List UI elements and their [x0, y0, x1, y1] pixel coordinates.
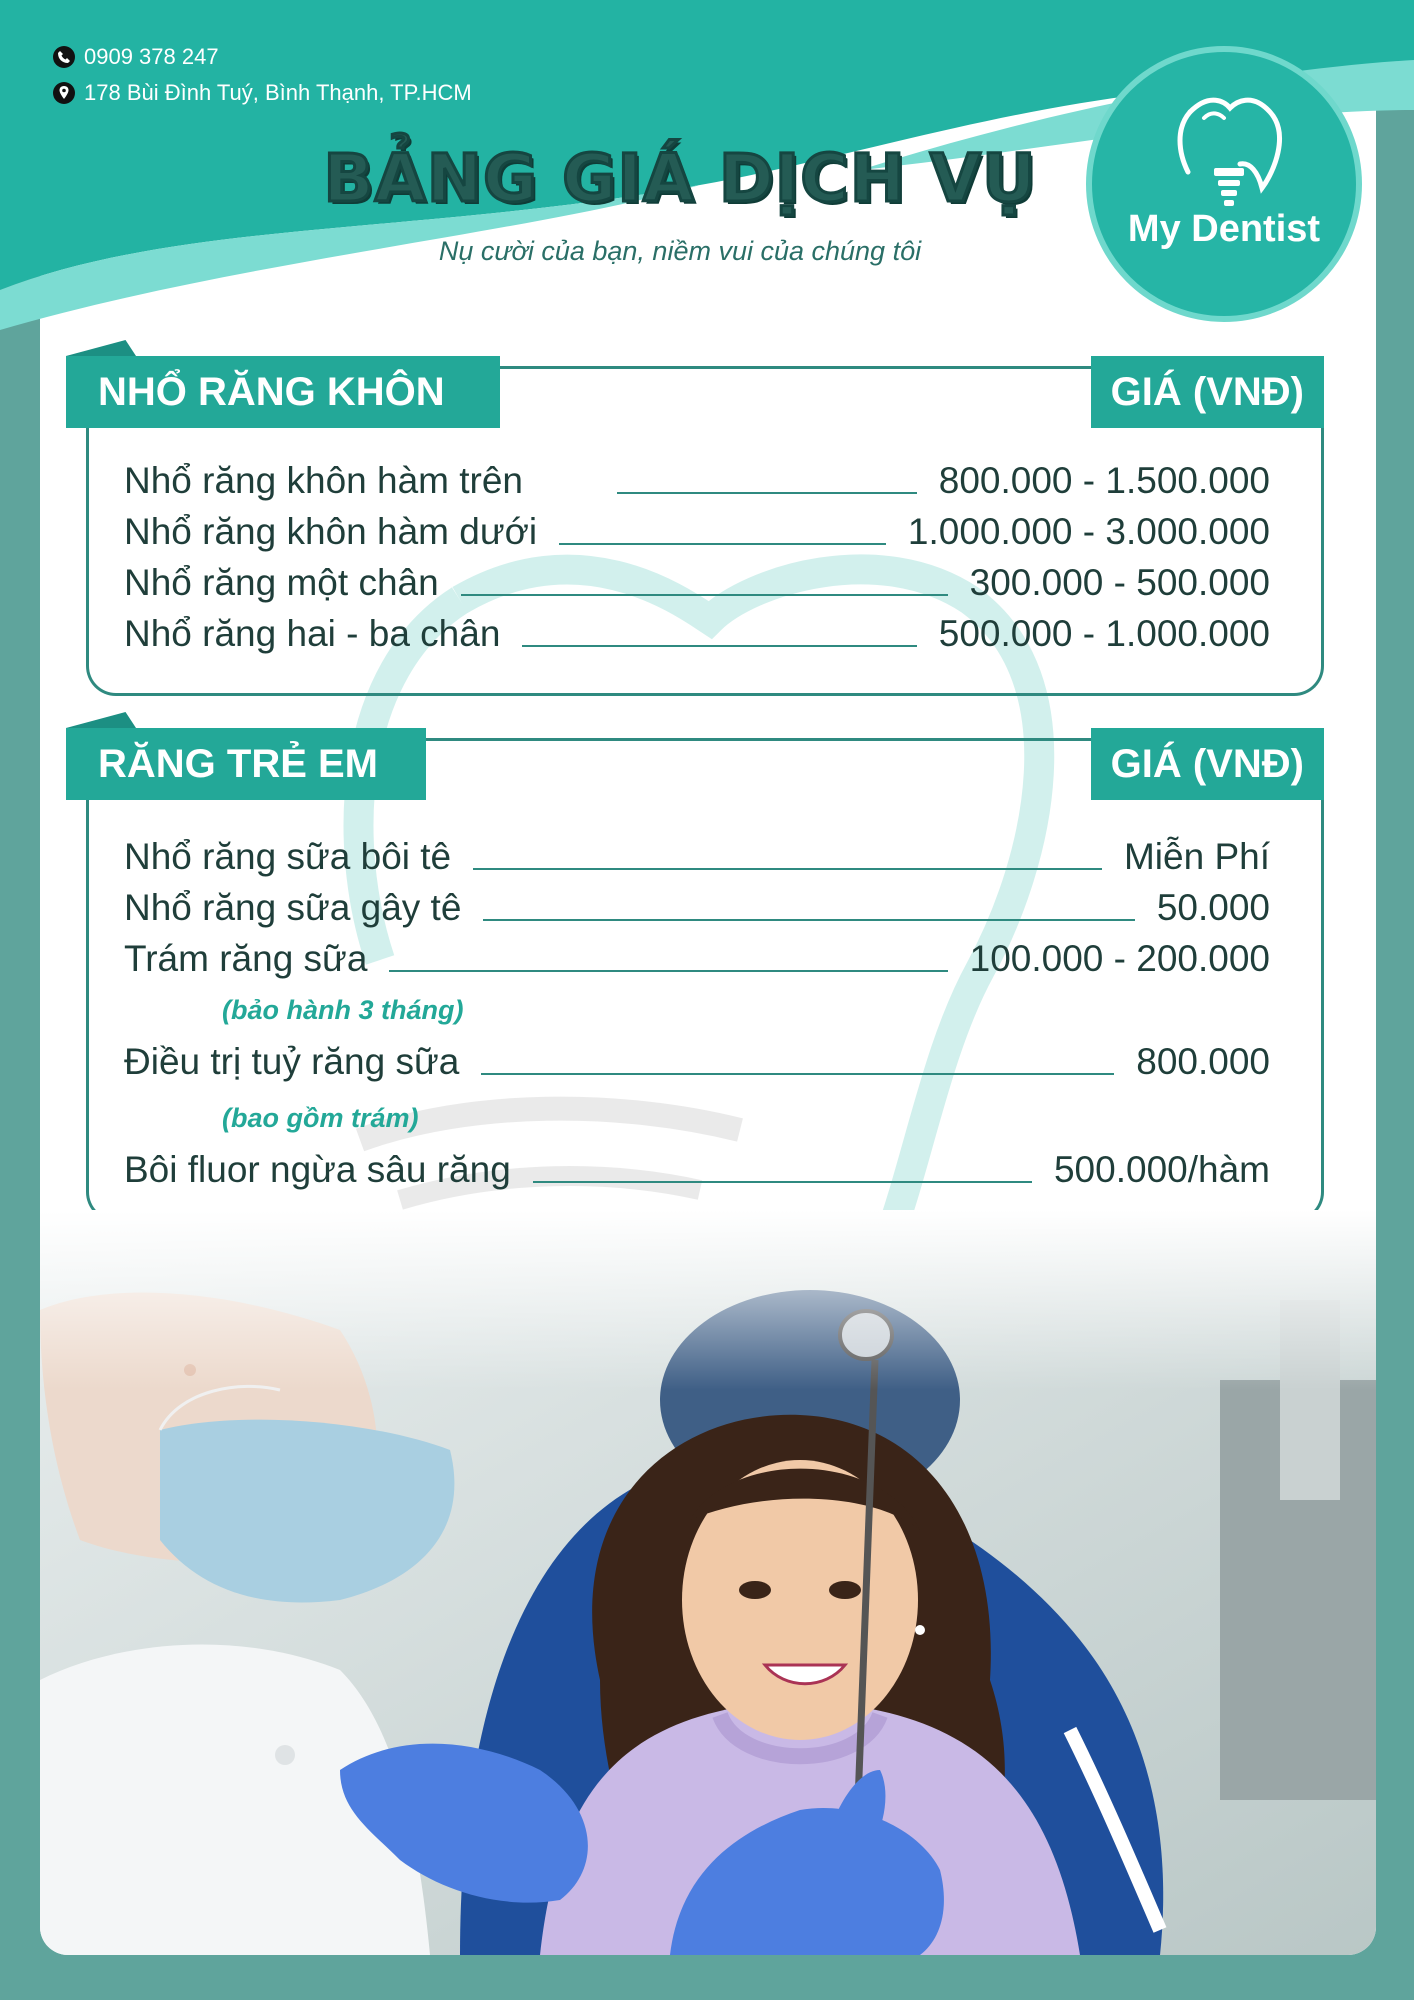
- leader-line: [559, 543, 886, 545]
- service-note: (bao gồm trám): [222, 1103, 419, 1133]
- service-name: Trám răng sữa: [124, 938, 368, 979]
- service-note: (bảo hành 3 tháng): [222, 995, 464, 1025]
- brand-logo[interactable]: [1086, 46, 1362, 322]
- service-price: 50.000: [1156, 887, 1270, 928]
- service-name: Nhổ răng khôn hàm trên: [124, 460, 524, 501]
- phone-icon: [52, 45, 76, 69]
- service-name: Nhổ răng một chân: [124, 562, 439, 603]
- contact-address[interactable]: [52, 80, 472, 106]
- price-row: [124, 1033, 1270, 1083]
- service-price: 300.000 - 500.000: [969, 562, 1270, 603]
- section-flag: [66, 712, 136, 728]
- tooth-implant-icon: [1170, 92, 1290, 222]
- section-flag: [66, 340, 136, 356]
- price-row: [124, 828, 1270, 878]
- service-price: 500.000/hàm: [1053, 1149, 1270, 1190]
- price-header: GIÁ (VNĐ): [1091, 356, 1324, 428]
- price-row: [124, 1141, 1270, 1191]
- price-row: [124, 605, 1270, 655]
- dentist-child-photo: [40, 1210, 1376, 1955]
- leader-line: [483, 919, 1134, 921]
- page-title: BẢNG GIÁ DỊCH VỤ: [323, 140, 1037, 217]
- photo-fade: [40, 1210, 1376, 1390]
- logo-text: My Dentist: [1127, 208, 1321, 250]
- service-price: 1.000.000 - 3.000.000: [907, 511, 1270, 552]
- price-row: [124, 503, 1270, 553]
- section-nho-rang-khon: [66, 340, 1324, 696]
- address-text: 178 Bùi Đình Tuý, Bình Thạnh, TP.HCM: [84, 80, 472, 105]
- section-title: NHỔ RĂNG KHÔN: [66, 356, 500, 428]
- leader-line: [617, 492, 917, 494]
- price-row: [124, 879, 1270, 929]
- phone-text: 0909 378 247: [84, 44, 219, 69]
- price-header: GIÁ (VNĐ): [1091, 728, 1324, 800]
- price-row: [124, 930, 1270, 980]
- service-name: Điều trị tuỷ răng sữa: [124, 1041, 460, 1082]
- leader-line: [522, 645, 916, 647]
- leader-line: [481, 1073, 1114, 1075]
- leader-line: [389, 970, 947, 972]
- service-name: Nhổ răng sữa gây tê: [124, 887, 462, 928]
- leader-line: [533, 1181, 1032, 1183]
- service-price: 800.000: [1136, 1041, 1270, 1082]
- leader-line: [473, 868, 1102, 870]
- service-name: Bôi fluor ngừa sâu răng: [124, 1149, 511, 1190]
- service-name: Nhổ răng hai - ba chân: [124, 613, 501, 654]
- price-row: [124, 452, 1270, 502]
- service-price: 100.000 - 200.000: [969, 938, 1270, 979]
- service-price: Miễn Phí: [1123, 836, 1270, 877]
- service-name: Nhổ răng sữa bôi tê: [124, 836, 452, 877]
- service-name: Nhổ răng khôn hàm dưới: [124, 511, 538, 552]
- page-subtitle: Nụ cười của bạn, niềm vui của chúng tôi: [438, 236, 922, 266]
- location-pin-icon: [52, 81, 76, 105]
- leader-line: [461, 594, 948, 596]
- contact-phone[interactable]: [52, 44, 219, 70]
- section-title: RĂNG TRẺ EM: [66, 728, 426, 800]
- service-price: 800.000 - 1.500.000: [938, 460, 1270, 501]
- section-rang-tre-em: [66, 712, 1324, 1222]
- service-price: 500.000 - 1.000.000: [938, 613, 1270, 654]
- price-row: [124, 554, 1270, 604]
